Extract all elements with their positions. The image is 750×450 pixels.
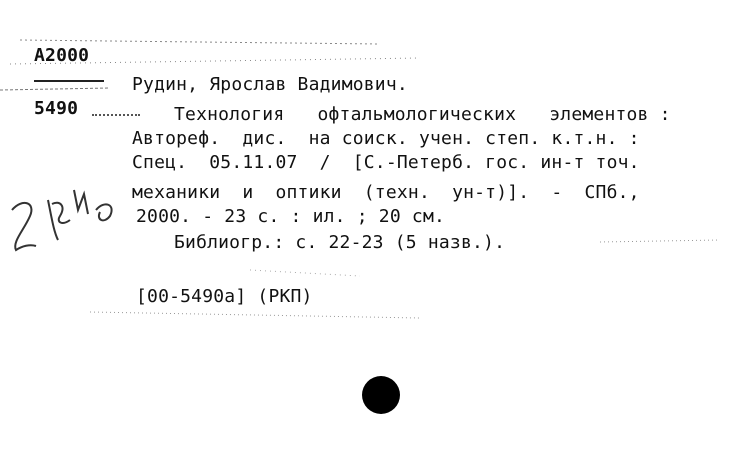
- underline-rule: [34, 80, 104, 82]
- call-number: 5490: [34, 98, 79, 119]
- description-line-1: Автореф. дис. на соиск. учен. степ. к.т.н. :: [132, 128, 640, 149]
- shelf-mark: [00-5490а] (РКП): [136, 286, 313, 307]
- title-line: Технология офтальмологических элементов :: [174, 104, 671, 125]
- description-line-2: Спец. 05.11.07 / [С.-Петерб. гос. ин-т точ.: [132, 152, 640, 173]
- handwritten-note-mark: [0, 170, 140, 280]
- description-line-3: механики и оптики (техн. ун-т)]. - СПб.,: [132, 182, 640, 203]
- card-punch-hole: [362, 376, 400, 414]
- author-line: Рудин, Ярослав Вадимович.: [132, 74, 408, 95]
- leader-dots: [92, 114, 140, 116]
- bibliography-note: Библиогр.: с. 22-23 (5 назв.).: [174, 232, 506, 253]
- description-line-4: 2000. - 23 с. : ил. ; 20 см.: [136, 206, 446, 227]
- accession-code: А2000: [34, 45, 90, 66]
